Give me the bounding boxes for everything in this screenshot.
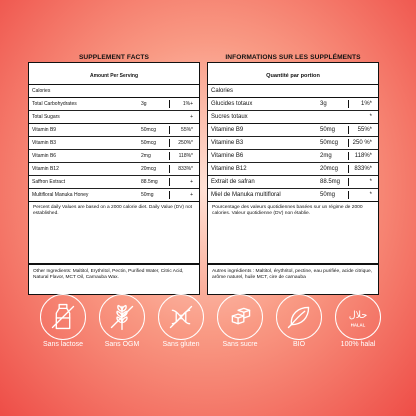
- supplement-facts-panel: [28, 54, 200, 295]
- nutrient-row: [29, 137, 199, 150]
- nutrient-name: Multifloral Manuka Honey: [32, 192, 89, 198]
- nutrient-name: Total Sugars: [32, 114, 60, 120]
- column-separator: [169, 178, 170, 186]
- nutrient-daily-value: 1%+: [182, 101, 193, 107]
- dv-note: Percent daily Values are based on a 2000 calorie diet. Daily Value (DV) not established.: [33, 205, 193, 217]
- sugar-cubes-icon: [217, 294, 263, 340]
- nutrient-daily-value: 118%*: [178, 153, 193, 159]
- nutrient-row: [29, 98, 199, 111]
- nutrient-daily-value: 118%*: [354, 153, 372, 159]
- nutrient-name: Calories: [211, 88, 234, 94]
- column-separator: [169, 139, 170, 147]
- informations-panel: [207, 54, 379, 295]
- column-separator: [169, 191, 170, 199]
- nutrient-name: Vitamin B3: [32, 140, 57, 146]
- nutrient-name: Sucres totaux: [211, 114, 248, 120]
- column-separator: [348, 139, 349, 147]
- column-separator: [169, 152, 170, 160]
- nutrient-amount: 88.5mg: [320, 179, 341, 185]
- nutrient-daily-value: *: [369, 192, 372, 198]
- badge-label: Sans sucre: [222, 341, 258, 348]
- nutrient-amount: 3g: [141, 101, 147, 107]
- wheat-icon: [99, 294, 145, 340]
- nutrient-name: Miel de Manuka multifloral: [211, 192, 281, 198]
- nutrient-row: [29, 111, 199, 124]
- nutrient-name: Vitamine B12: [211, 166, 247, 172]
- nutrient-name: Vitamin B6: [32, 153, 57, 159]
- nutrient-row: [29, 176, 199, 189]
- nutrient-daily-value: 1%*: [360, 101, 372, 107]
- section-divider: [208, 263, 378, 265]
- nutrient-daily-value: +: [190, 192, 193, 198]
- informations-title: INFORMATIONS SUR LES SUPPLÉMENTS: [225, 54, 361, 61]
- nutrient-row: [208, 176, 378, 189]
- badge-label: Sans lactose: [42, 341, 84, 348]
- supplement-facts-title: SUPPLEMENT FACTS: [78, 54, 150, 61]
- nutrient-daily-value: +: [190, 114, 193, 120]
- nutrient-daily-value: 833%*: [354, 166, 372, 172]
- column-separator: [348, 126, 349, 134]
- nutrient-row: [29, 124, 199, 137]
- ingredients-text: Other Ingredients: Maltitol, Erythritol, Pectin, Purified Water, Citric Acid, Natural Flavor, MCT Oil, Carnauba Wax.: [33, 269, 184, 281]
- column-separator: [169, 165, 170, 173]
- dna-icon: [158, 294, 204, 340]
- nutrient-name: Glucides totaux: [211, 101, 253, 107]
- halal-arabic-text: حلال: [348, 309, 368, 321]
- nutrient-name: Calories: [32, 88, 51, 94]
- column-separator: [348, 100, 349, 108]
- nutrient-amount: 2mg: [320, 153, 332, 159]
- halal-latin-text: HALAL: [350, 322, 366, 328]
- column-separator: [348, 165, 349, 173]
- nutrient-name: Vitamine B6: [211, 153, 244, 159]
- badge-label: BIO: [292, 341, 306, 348]
- nutrient-row: [208, 163, 378, 176]
- halal-icon: [335, 294, 381, 340]
- quantite-par-portion-label: Quantité par portion: [208, 69, 378, 85]
- nutrient-name: Total Carbohydrates: [32, 101, 77, 107]
- nutrient-row: [208, 124, 378, 137]
- nutrient-amount: 20mcg: [320, 166, 339, 172]
- badge-label: 100% halal: [340, 341, 376, 348]
- badge-label: Sans OGM: [104, 341, 140, 348]
- nutrient-name: Vitamine B9: [211, 127, 244, 133]
- column-separator: [348, 178, 349, 186]
- section-divider: [29, 263, 199, 265]
- nutrient-amount: 88.5mg: [141, 179, 158, 185]
- nutrient-name: Vitamine B3: [211, 140, 244, 146]
- nutrient-daily-value: 250 %*: [352, 140, 372, 146]
- nutrient-row: [29, 150, 199, 163]
- nutrient-row: [208, 137, 378, 150]
- nutrient-amount: 50mcg: [141, 140, 157, 146]
- nutrient-name: Saffron Extract: [32, 179, 65, 185]
- nutrient-amount: 20mcg: [141, 166, 157, 172]
- amount-per-serving-label: Amount Per Serving: [29, 69, 199, 85]
- nutrient-daily-value: *: [369, 114, 372, 120]
- nutrient-name: Vitamin B12: [32, 166, 59, 172]
- nutrient-row: [208, 85, 378, 98]
- column-separator: [348, 152, 349, 160]
- nutrient-amount: 50mcg: [320, 140, 339, 146]
- column-separator: [169, 100, 170, 108]
- nutrient-row: [29, 85, 199, 98]
- nutrient-row: [208, 111, 378, 124]
- nutrient-daily-value: 833%*: [178, 166, 193, 172]
- leaf-icon: [276, 294, 322, 340]
- nutrient-row: [29, 189, 199, 202]
- nutrient-daily-value: *: [369, 179, 372, 185]
- nutrient-amount: 50mcg: [141, 127, 157, 133]
- ingredients-text-fr: Autres ingrédients : Maltitol, érythritol, pectine, eau purifiée, acide citrique, arôme naturel, huile MCT, cire de carnauba: [212, 269, 373, 281]
- nutrient-amount: 3g: [320, 101, 327, 107]
- nutrient-row: [208, 189, 378, 202]
- nutrient-name: Extrait de safran: [211, 179, 255, 185]
- column-separator: [348, 191, 349, 199]
- nutrient-amount: 50mg: [320, 192, 336, 198]
- nutrient-daily-value: 55%*: [181, 127, 193, 133]
- nutrient-row: [208, 150, 378, 163]
- nutrient-daily-value: +: [190, 179, 193, 185]
- nutrient-name: Vitamin B9: [32, 127, 57, 133]
- nutrient-row: [208, 98, 378, 111]
- nutrient-amount: 2mg: [141, 153, 151, 159]
- nutrient-amount: 50mg: [320, 127, 336, 133]
- nutrient-daily-value: 55%*: [357, 127, 372, 133]
- milk-bottle-icon: [40, 294, 86, 340]
- nutrient-daily-value: 250%*: [178, 140, 193, 146]
- badge-label: Sans gluten: [162, 341, 200, 348]
- dv-note-fr: Pourcentage des valeurs quotidiennes basées sur un régime de 2000 calories. Valeur quotidienne (DV) non établie.: [212, 205, 363, 217]
- column-separator: [169, 126, 170, 134]
- nutrient-row: [29, 163, 199, 176]
- nutrient-amount: 50mg: [141, 192, 154, 198]
